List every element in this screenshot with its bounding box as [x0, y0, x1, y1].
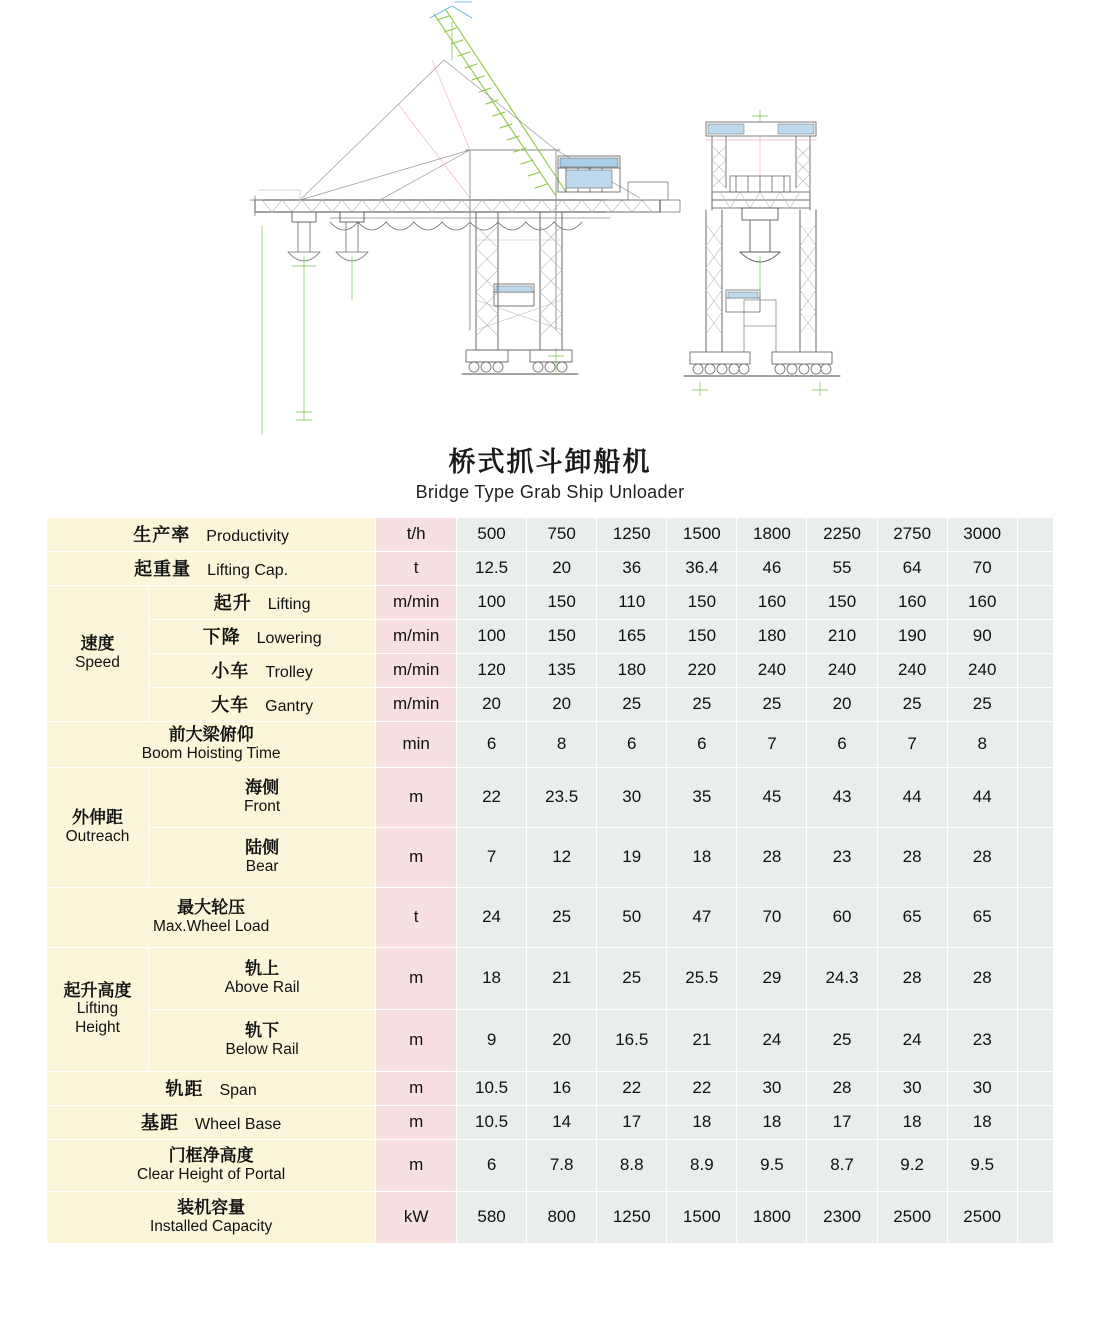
row-label-front: [148, 767, 375, 827]
cell-value: 2250: [807, 517, 877, 551]
row-label-cn: 轨距: [165, 1079, 204, 1100]
cell-value: 6: [457, 1139, 527, 1191]
cell-value: 20: [457, 687, 527, 721]
cell-value: 25: [877, 687, 947, 721]
cell-value: 16: [527, 1071, 597, 1105]
cell-value: 18: [457, 947, 527, 1009]
cell-value: 150: [807, 585, 877, 619]
cell-value: 180: [737, 619, 807, 653]
specification-table: [46, 517, 1054, 1244]
row-label-cn: 门框净高度: [168, 1146, 254, 1166]
row-unit: t: [376, 551, 457, 585]
cell-value: 18: [947, 1105, 1017, 1139]
row-label-cn: 大车: [211, 695, 250, 716]
group-label-en-2: Height: [75, 1019, 120, 1037]
table-row: [47, 687, 1054, 721]
cell-value: 8.9: [667, 1139, 737, 1191]
cell-value: 22: [597, 1071, 667, 1105]
cell-value: 64: [877, 551, 947, 585]
row-label-cn: 陆侧: [245, 838, 280, 858]
cell-value: 44: [877, 767, 947, 827]
table-row: [47, 721, 1054, 767]
cell-value: 28: [877, 827, 947, 887]
cell-value: 24.3: [807, 947, 877, 1009]
cell-value: 2500: [877, 1191, 947, 1243]
cell-value: 1500: [667, 1191, 737, 1243]
product-title-chinese: 桥式抓斗卸船机: [448, 447, 652, 477]
cell-value: 25: [807, 1009, 877, 1071]
cell-value: 8.8: [597, 1139, 667, 1191]
group-label-en-1: Lifting: [76, 1000, 119, 1018]
cell-value: 150: [667, 619, 737, 653]
cell-value: 20: [527, 1009, 597, 1071]
row-unit: m/min: [376, 585, 457, 619]
row-unit: m/min: [376, 687, 457, 721]
cell-value: 2750: [877, 517, 947, 551]
row-label-trolley: [148, 653, 375, 687]
cell-empty: [1017, 947, 1053, 1009]
cell-value: 25: [597, 947, 667, 1009]
cell-value: 1250: [597, 1191, 667, 1243]
cell-value: 28: [947, 827, 1017, 887]
cell-value: 23.5: [527, 767, 597, 827]
cell-value: 19: [597, 827, 667, 887]
cell-value: 6: [807, 721, 877, 767]
table-row: [47, 551, 1054, 585]
cell-value: 18: [737, 1105, 807, 1139]
row-label-en: Lifting Cap.: [207, 562, 289, 580]
cell-empty: [1017, 1105, 1053, 1139]
cell-value: 25.5: [667, 947, 737, 1009]
row-label-en: Boom Hoisting Time: [141, 744, 281, 762]
group-label-cn: 起升高度: [63, 980, 132, 1000]
row-label-lowering: [148, 619, 375, 653]
row-label-productivity: [47, 517, 376, 551]
cell-value: 35: [667, 767, 737, 827]
table-row: [47, 767, 1054, 827]
row-label-en: Productivity: [206, 528, 289, 546]
row-group-speed: [47, 585, 149, 721]
cell-value: 110: [597, 585, 667, 619]
cell-value: 90: [947, 619, 1017, 653]
cell-value: 25: [947, 687, 1017, 721]
cell-value: 28: [737, 827, 807, 887]
cell-value: 25: [667, 687, 737, 721]
row-label-en: Lowering: [256, 630, 322, 648]
cell-value: 22: [457, 767, 527, 827]
cell-empty: [1017, 687, 1053, 721]
row-group-outreach: [47, 767, 149, 887]
table-row: [47, 947, 1054, 1009]
row-label-above-rail: [148, 947, 375, 1009]
product-title-block: [0, 446, 1100, 503]
cell-value: 180: [597, 653, 667, 687]
cell-value: 23: [947, 1009, 1017, 1071]
cell-value: 7.8: [527, 1139, 597, 1191]
row-label-cn: 起重量: [134, 559, 192, 580]
cell-value: 1500: [667, 517, 737, 551]
row-label-cn: 前大梁俯仰: [168, 725, 254, 745]
row-unit: m: [376, 767, 457, 827]
row-label-cn: 轨上: [245, 959, 280, 979]
row-label-span: [47, 1071, 376, 1105]
row-label-below-rail: [148, 1009, 375, 1071]
row-label-cn: 起升: [213, 593, 252, 614]
product-line-drawing: [0, 0, 1100, 440]
cell-value: 20: [527, 687, 597, 721]
row-label-clear-height-of-portal: [47, 1139, 376, 1191]
specification-table-wrapper: [46, 517, 1054, 1244]
cell-value: 30: [877, 1071, 947, 1105]
cell-value: 220: [667, 653, 737, 687]
cell-empty: [1017, 827, 1053, 887]
cell-empty: [1017, 653, 1053, 687]
row-label-en: Wheel Base: [195, 1116, 282, 1134]
row-label-wheel-base: [47, 1105, 376, 1139]
cell-value: 25: [737, 687, 807, 721]
row-label-cn: 下降: [202, 627, 241, 648]
table-row: [47, 1009, 1054, 1071]
cell-empty: [1017, 619, 1053, 653]
cell-empty: [1017, 1071, 1053, 1105]
cell-value: 22: [667, 1071, 737, 1105]
row-label-cn: 小车: [211, 661, 250, 682]
cell-value: 150: [527, 619, 597, 653]
group-label-en: Outreach: [65, 827, 130, 845]
cell-value: 46: [737, 551, 807, 585]
cell-value: 18: [667, 1105, 737, 1139]
cell-value: 44: [947, 767, 1017, 827]
cell-value: 24: [877, 1009, 947, 1071]
cell-value: 55: [807, 551, 877, 585]
cell-empty: [1017, 721, 1053, 767]
table-row: [47, 1139, 1054, 1191]
cell-value: 6: [667, 721, 737, 767]
row-label-gantry: [148, 687, 375, 721]
table-row: [47, 585, 1054, 619]
cell-value: 9.5: [737, 1139, 807, 1191]
cell-value: 21: [527, 947, 597, 1009]
cell-value: 2300: [807, 1191, 877, 1243]
cell-value: 160: [947, 585, 1017, 619]
cell-value: 240: [807, 653, 877, 687]
row-label-cn: 轨下: [245, 1021, 280, 1041]
cell-value: 24: [737, 1009, 807, 1071]
row-label-en: Span: [219, 1082, 257, 1100]
table-row: [47, 887, 1054, 947]
cell-value: 190: [877, 619, 947, 653]
cell-value: 120: [457, 653, 527, 687]
cell-value: 150: [667, 585, 737, 619]
cell-value: 9: [457, 1009, 527, 1071]
cell-value: 70: [947, 551, 1017, 585]
row-unit: m/min: [376, 653, 457, 687]
row-label-bear: [148, 827, 375, 887]
row-unit: m: [376, 827, 457, 887]
cell-value: 50: [597, 887, 667, 947]
front-elevation-view: [684, 110, 840, 396]
row-unit: m: [376, 1105, 457, 1139]
row-label-en: Trolley: [265, 664, 313, 682]
cell-value: 160: [737, 585, 807, 619]
table-row: [47, 619, 1054, 653]
cell-value: 28: [877, 947, 947, 1009]
cell-value: 500: [457, 517, 527, 551]
table-row: [47, 653, 1054, 687]
cell-value: 10.5: [457, 1071, 527, 1105]
cell-value: 150: [527, 585, 597, 619]
cell-value: 9.2: [877, 1139, 947, 1191]
cell-value: 750: [527, 517, 597, 551]
cell-value: 60: [807, 887, 877, 947]
cell-value: 10.5: [457, 1105, 527, 1139]
cell-value: 28: [807, 1071, 877, 1105]
cell-value: 210: [807, 619, 877, 653]
cell-value: 70: [737, 887, 807, 947]
product-title-english: Bridge Type Grab Ship Unloader: [415, 481, 685, 502]
group-label-cn: 速度: [80, 634, 115, 654]
cell-empty: [1017, 1191, 1053, 1243]
row-unit: m: [376, 1009, 457, 1071]
cell-empty: [1017, 517, 1053, 551]
cell-value: 240: [737, 653, 807, 687]
group-label-cn: 外伸距: [71, 808, 123, 828]
row-label-en: Installed Capacity: [149, 1217, 273, 1235]
cell-empty: [1017, 1009, 1053, 1071]
cell-value: 1250: [597, 517, 667, 551]
cell-value: 30: [947, 1071, 1017, 1105]
row-label-installed-capacity: [47, 1191, 376, 1243]
cell-value: 16.5: [597, 1009, 667, 1071]
table-row: [47, 827, 1054, 887]
cell-empty: [1017, 551, 1053, 585]
row-label-cn: 生产率: [133, 525, 191, 546]
cell-value: 9.5: [947, 1139, 1017, 1191]
row-label-lifting: [148, 585, 375, 619]
cell-value: 65: [947, 887, 1017, 947]
cell-value: 1800: [737, 517, 807, 551]
cell-value: 20: [807, 687, 877, 721]
row-unit: m: [376, 1071, 457, 1105]
cell-empty: [1017, 887, 1053, 947]
cell-value: 3000: [947, 517, 1017, 551]
cell-value: 14: [527, 1105, 597, 1139]
table-row: [47, 517, 1054, 551]
side-elevation-view: [250, 2, 680, 434]
row-label-en: Bear: [245, 857, 279, 875]
cell-value: 7: [737, 721, 807, 767]
cell-value: 1800: [737, 1191, 807, 1243]
cell-empty: [1017, 767, 1053, 827]
cell-value: 24: [457, 887, 527, 947]
row-label-max-wheel-load: [47, 887, 376, 947]
cell-value: 36: [597, 551, 667, 585]
row-label-cn: 装机容量: [177, 1198, 246, 1218]
cell-value: 25: [597, 687, 667, 721]
cell-value: 17: [807, 1105, 877, 1139]
row-group-lifting-height: [47, 947, 149, 1071]
cell-value: 28: [947, 947, 1017, 1009]
cell-value: 240: [877, 653, 947, 687]
row-unit: m: [376, 1139, 457, 1191]
row-label-en: Above Rail: [224, 978, 300, 996]
row-label-en: Lifting: [267, 596, 311, 614]
cell-value: 8: [947, 721, 1017, 767]
group-label-en: Speed: [75, 653, 120, 671]
cell-value: 7: [457, 827, 527, 887]
row-label-lifting-capacity: [47, 551, 376, 585]
cell-value: 135: [527, 653, 597, 687]
table-row: [47, 1105, 1054, 1139]
cell-value: 160: [877, 585, 947, 619]
cell-value: 165: [597, 619, 667, 653]
row-unit: min: [376, 721, 457, 767]
cell-value: 2500: [947, 1191, 1017, 1243]
cell-value: 18: [877, 1105, 947, 1139]
row-unit: t/h: [376, 517, 457, 551]
cell-value: 23: [807, 827, 877, 887]
cell-value: 12: [527, 827, 597, 887]
table-row: [47, 1071, 1054, 1105]
cell-value: 12.5: [457, 551, 527, 585]
row-label-cn: 最大轮压: [177, 898, 246, 918]
cell-value: 47: [667, 887, 737, 947]
cell-value: 45: [737, 767, 807, 827]
row-label-boom-hoisting-time: [47, 721, 376, 767]
cell-value: 21: [667, 1009, 737, 1071]
cell-value: 30: [597, 767, 667, 827]
cell-value: 20: [527, 551, 597, 585]
cell-value: 6: [597, 721, 667, 767]
cell-value: 17: [597, 1105, 667, 1139]
row-label-en: Front: [244, 797, 281, 815]
cell-value: 18: [667, 827, 737, 887]
cell-value: 8.7: [807, 1139, 877, 1191]
row-label-cn: 海侧: [245, 778, 280, 798]
cell-value: 800: [527, 1191, 597, 1243]
cell-value: 43: [807, 767, 877, 827]
row-unit: m/min: [376, 619, 457, 653]
cell-value: 25: [527, 887, 597, 947]
cell-value: 29: [737, 947, 807, 1009]
row-unit: t: [376, 887, 457, 947]
cell-value: 240: [947, 653, 1017, 687]
cell-value: 8: [527, 721, 597, 767]
row-label-en: Max.Wheel Load: [152, 917, 270, 935]
ship-unloader-drawing-svg: [0, 0, 1100, 440]
row-label-en: Below Rail: [225, 1040, 299, 1058]
row-unit: m: [376, 947, 457, 1009]
cell-value: 65: [877, 887, 947, 947]
cell-empty: [1017, 1139, 1053, 1191]
cell-value: 100: [457, 585, 527, 619]
cell-value: 100: [457, 619, 527, 653]
cell-value: 36.4: [667, 551, 737, 585]
row-unit: kW: [376, 1191, 457, 1243]
row-label-en: Clear Height of Portal: [137, 1165, 286, 1183]
cell-empty: [1017, 585, 1053, 619]
cell-value: 30: [737, 1071, 807, 1105]
cell-value: 7: [877, 721, 947, 767]
table-row: [47, 1191, 1054, 1243]
cell-value: 6: [457, 721, 527, 767]
row-label-cn: 基距: [141, 1113, 180, 1134]
cell-value: 580: [457, 1191, 527, 1243]
row-label-en: Gantry: [265, 698, 314, 716]
